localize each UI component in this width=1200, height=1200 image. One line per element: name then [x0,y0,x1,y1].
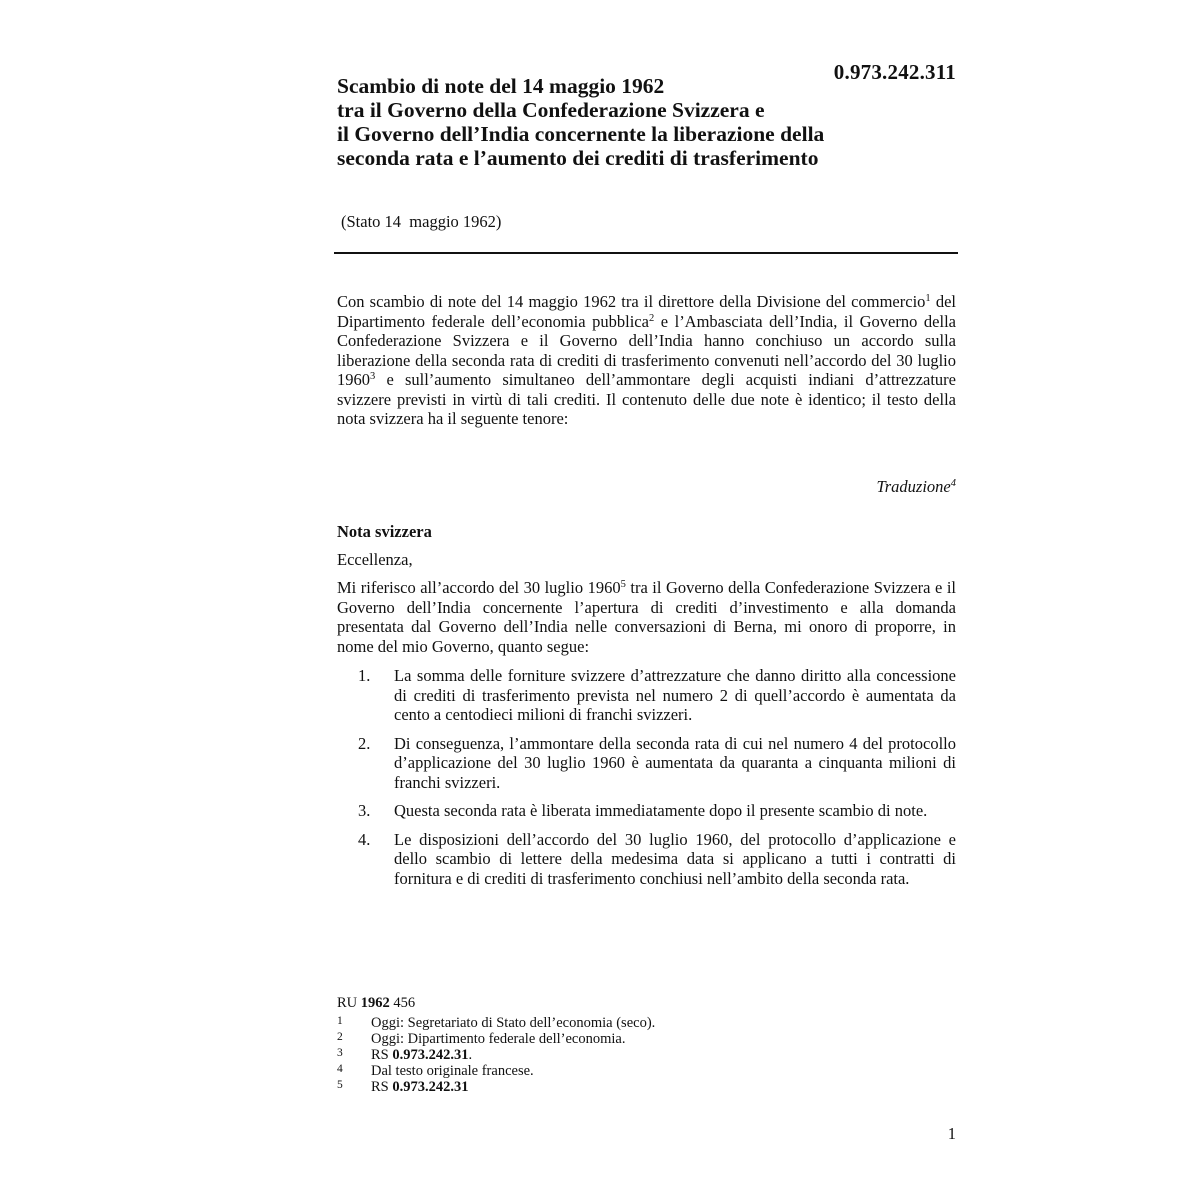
ru-prefix: RU [337,995,361,1011]
footnote [337,1079,937,1095]
footnote-prefix: RS [371,1047,393,1063]
note-text: tra il Governo della Confederazione Svizzera e il Governo dell’India concernente l’apertura di crediti d’investimento e alla domanda presentata dal Governo dell’India nelle conversazioni di Berna, mi onoro di proporre, in nome del mio Governo, quanto segue: [337,578,956,656]
status-date: (Stato 14 maggio 1962) [341,212,502,231]
numbered-list [337,666,956,897]
sr-number: 0.973.242.311 [833,60,956,84]
title-line: il Governo dell’India concernente la liberazione della [337,122,825,146]
footnote-text: Dal testo originale francese. [371,1063,534,1079]
ru-year: 1962 [360,995,390,1011]
translation-label [700,477,956,497]
note-body-paragraph [337,578,956,656]
footnote-text: Oggi: Segretariato di Stato dell’economia (seco). [371,1015,656,1031]
footnote-number: 4 [337,1063,343,1075]
salutation: Eccellenza, [337,550,413,569]
document-title [337,74,917,170]
list-item-number: 1. [358,666,371,685]
intro-text: Con scambio di note del 14 maggio 1962 tra il direttore della Divisione del commercio [337,292,926,311]
footnote [337,1015,937,1031]
header-divider [334,252,958,254]
footnote-link[interactable]: 0.973.242.31 [392,1079,469,1095]
footnote [337,1063,937,1079]
intro-text: del Dipartimento federale dell’economia pubblica [337,292,956,331]
intro-paragraph [337,292,956,429]
footnote-link[interactable]: 0.973.242.31 [392,1047,469,1063]
list-item [337,830,956,889]
intro-text: e l’Ambasciata dell’India, il Governo della Confederazione Svizzera e il Governo dell’India hanno conchiuso un accordo sulla liberazione della seconda rata di crediti di trasferimento convenuti nell’accordo del 30 luglio 1960 [337,311,956,389]
footnote-ref[interactable]: 4 [950,478,956,489]
list-item-text: La somma delle forniture svizzere d’attrezzature che danno diritto alla concessione di crediti di trasferimento prevista nel numero 2 di quell’accordo è aumentata da cento a centodieci milioni di franchi svizzeri. [394,666,956,724]
list-item-number: 2. [358,733,371,753]
footnote-number: 2 [337,1031,343,1043]
title-line: Scambio di note del 14 maggio 1962 [337,74,665,98]
footnote-ref[interactable]: 3 [370,371,376,382]
intro-text: e sull’aumento simultaneo dell’ammontare degli acquisti indiani d’attrezzature svizzere previsti in virtù di tali crediti. Il contenuto delle due note è identico; il testo della nota svizzera ha il seguente tenore: [337,370,956,428]
translation-text: Traduzione [876,477,951,496]
footnote-ref[interactable]: 5 [620,579,626,590]
footnotes [337,1015,937,1095]
ru-page: 456 [389,995,416,1011]
list-item-text: Le disposizioni dell’accordo del 30 luglio 1960, del protocollo d’applicazione e dello scambio di lettere della medesima data si applicano a tutti i contratti di fornitura e di crediti di trasferimento conchiusi nell’ambito della seconda rata. [394,829,956,888]
title-line: tra il Governo della Confederazione Svizzera e [337,98,765,122]
footnote-number: 1 [337,1015,343,1027]
footnote-ref[interactable]: 1 [925,293,931,304]
note-heading: Nota svizzera [337,522,432,541]
footnote-ref[interactable]: 2 [648,312,655,324]
page-number: 1 [947,1124,956,1143]
list-item-text: Questa seconda rata è liberata immediatamente dopo il presente scambio di note. [394,801,928,820]
note-text: Mi riferisco all’accordo del 30 luglio 1960 [337,578,621,597]
footnote [337,1031,937,1047]
footnote-number: 5 [337,1079,343,1091]
footnote-number: 3 [337,1047,343,1059]
official-collection-reference [337,995,415,1012]
list-item [337,734,956,793]
list-item-number: 3. [358,801,371,820]
list-item [337,801,956,821]
list-item-number: 4. [358,829,371,849]
footnote [337,1047,937,1063]
list-item-text: Di conseguenza, l’ammontare della seconda rata di cui nel numero 4 del protocollo d’applicazione del 30 luglio 1960 è aumentata da quaranta a cinquanta milioni di franchi svizzeri. [394,733,956,792]
title-line: seconda rata e l’aumento dei crediti di trasferimento [337,146,819,170]
footnote-text: Oggi: Dipartimento federale dell’economia. [371,1031,626,1047]
list-item [337,666,956,725]
footnote-suffix: . [468,1047,473,1063]
footnote-prefix: RS [371,1079,393,1095]
